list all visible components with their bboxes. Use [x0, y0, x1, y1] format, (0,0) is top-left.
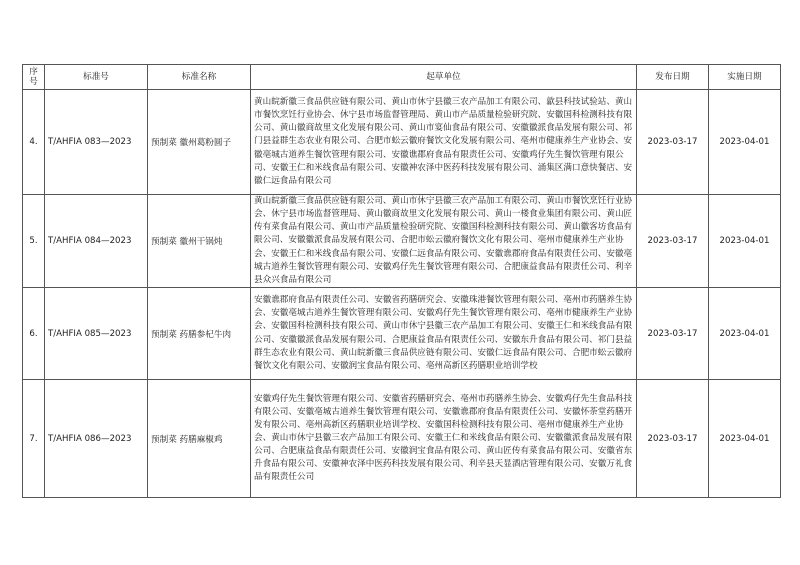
table-row [23, 380, 781, 498]
header-drafting-units: 起草单位 [251, 65, 637, 90]
standard-code: T/AHFIA 084—2023 [45, 195, 148, 288]
header-publish-date: 发布日期 [637, 65, 709, 90]
publish-date: 2023-03-17 [637, 380, 709, 498]
standard-name: 预制菜 徽州干锅炖 [148, 195, 251, 288]
implement-date: 2023-04-01 [709, 90, 781, 195]
publish-date: 2023-03-17 [637, 195, 709, 288]
standard-code: T/AHFIA 085—2023 [45, 288, 148, 380]
row-number: 5. [23, 195, 45, 288]
standard-code: T/AHFIA 086—2023 [45, 380, 148, 498]
row-number: 6. [23, 288, 45, 380]
standards-table [22, 64, 781, 498]
header-no: 序号 [23, 65, 45, 90]
drafting-units: 黄山皖新徽三食品供应链有限公司、黄山市休宁县徽三农产品加工有限公司、黄山市餐饮烹饪行业协会、休宁县市场监督管理局、黄山徽商故里文化发展有限公司、黄山一楼食业集团有限公司、黄山匠传有菜食品有限公司、黄山市产品质量检验研究院、安徽国科检测科技有限公司、黄山徽客坊食品有限公司、安徽徽派食品发展有限公司、合肥市蚣云徽府餐饮文化有限公司、亳州市健康养生产业协会、安徽王仁和米线食品有限公司、安徽仁远食品有限公司、安徽谯郡府食品有限责任公司、安徽亳城古道养生餐饮管理有限公司、安徽鸡仔先生餐饮管理有限公司、合肥康益食品有限责任公司、利辛县众兴食品有限公司 [251, 195, 637, 288]
table-header-row [23, 65, 781, 90]
implement-date: 2023-04-01 [709, 380, 781, 498]
table-row [23, 195, 781, 288]
implement-date: 2023-04-01 [709, 288, 781, 380]
drafting-units: 黄山皖新徽三食品供应链有限公司、黄山市休宁县徽三农产品加工有限公司、歙县科技试验站、黄山市餐饮烹饪行业协会、休宁县市场监督管理局、黄山市产品质量检验研究院、安徽国科检测科技有限公司、黄山徽商故里文化发展有限公司、黄山市宴仙食品有限公司、安徽徽派食品发展有限公司、祁门县益群生态农业有限公司、合肥市蚣云徽府餐饮文化发展有限公司、亳州市健康养生产业协会、安徽亳城古道养生餐饮管理有限公司、安徽谯郡府食品有限责任公司、安徽鸡仔先生餐饮管理有限公司、安徽王仁和米线食品有限公司、安徽神农泽中医药科技发展有限公司、涌集区满口意快餐店、安徽仁远食品有限公司 [251, 90, 637, 195]
table-row [23, 90, 781, 195]
row-number: 4. [23, 90, 45, 195]
drafting-units: 安徽谯郡府食品有限责任公司、安徽省药膳研究会、安徽珠港餐饮管理有限公司、亳州市药膳养生协会、安徽亳城古道养生餐饮管理有限公司、安徽鸡仔先生餐饮管理有限公司、亳州市健康养生产业协会、安徽国科检测科技有限公司、黄山市休宁县徽三农产品加工有限公司、安徽王仁和米线食品有限公司、安徽徽派食品发展有限公司、合肥康益食品有限责任公司、安徽东升食品有限公司、祁门县益群生态农业有限公司、黄山皖新徽三食品供应链有限公司、安徽仁远食品有限公司、合肥市蚣云徽府餐饮文化有限公司、安徽润宝食品有限公司、亳州高新区药膳职业培训学校 [251, 288, 637, 380]
publish-date: 2023-03-17 [637, 288, 709, 380]
table-row [23, 288, 781, 380]
publish-date: 2023-03-17 [637, 90, 709, 195]
standard-name: 预制菜 药膳麻椒鸡 [148, 380, 251, 498]
standard-name: 预制菜 药膳参杞牛肉 [148, 288, 251, 380]
drafting-units: 安徽鸡仔先生餐饮管理有限公司、安徽省药膳研究会、亳州市药膳养生协会、安徽鸡仔先生食品科技有限公司、安徽亳城古道养生餐饮管理有限公司、安徽谯郡府食品有限责任公司、安徽怀荼堂药膳开发有限公司、亳州高新区药膳职业培训学校、安徽国科检测科技有限公司、亳州市健康养生产业协会、黄山市休宁县徽三农产品加工有限公司、安徽王仁和米线食品有限公司、安徽徽派食品发展有限公司、合肥康益食品有限责任公司、安徽润宝食品有限公司、黄山匠传有菜食品有限公司、安徽省东升食品有限公司、安徽神农泽中医药科技发展有限公司、利辛县天显酒店管理有限公司、安徽万礼食品有限责任公司 [251, 380, 637, 498]
standard-code: T/AHFIA 083—2023 [45, 90, 148, 195]
standard-name: 预制菜 徽州葛粉圆子 [148, 90, 251, 195]
header-standard-name: 标准名称 [148, 65, 251, 90]
header-implement-date: 实施日期 [709, 65, 781, 90]
row-number: 7. [23, 380, 45, 498]
header-standard-code: 标准号 [45, 65, 148, 90]
implement-date: 2023-04-01 [709, 195, 781, 288]
